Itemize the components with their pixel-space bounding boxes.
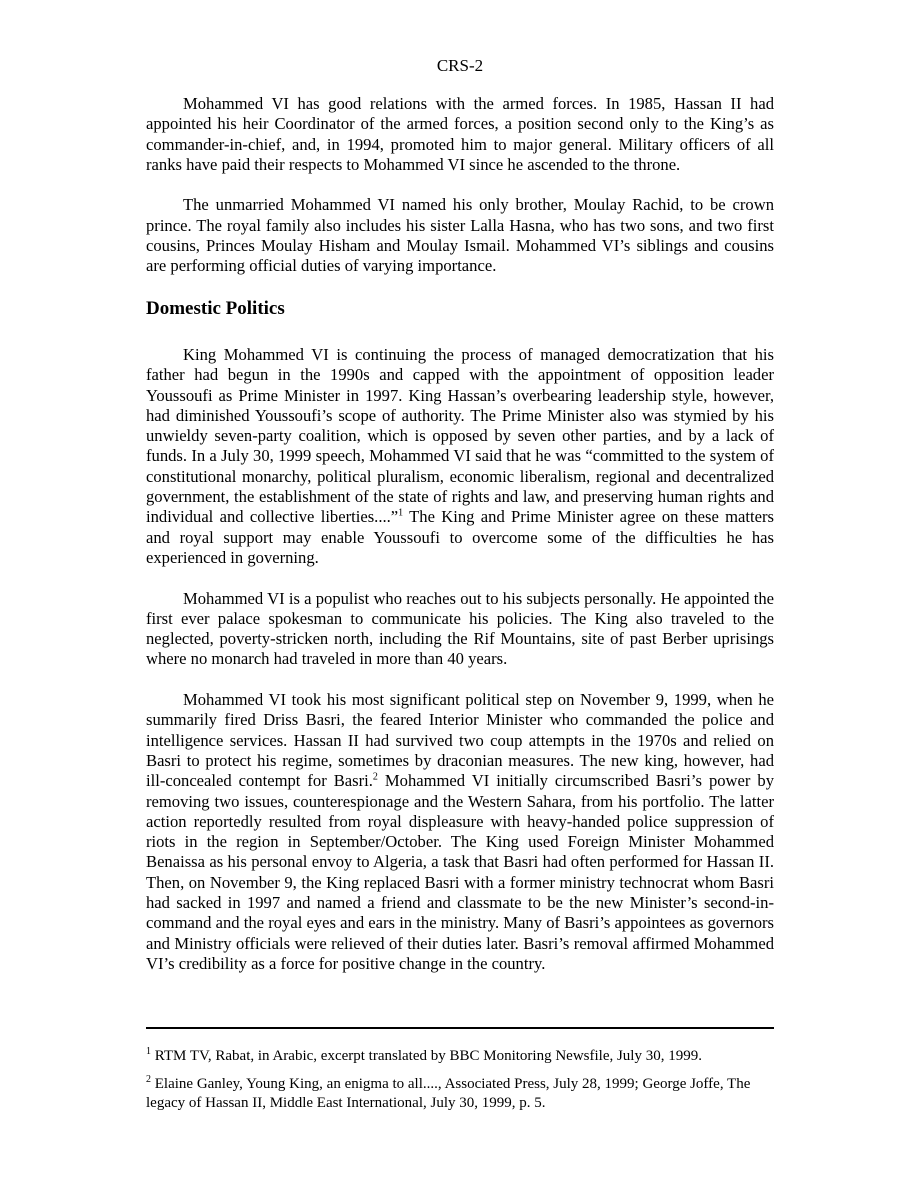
footnote-text: Elaine Ganley, Young King, an enigma to all...., Associated Press, July 28, 1999; George Joffe, The legacy of Hassan II, Middle East International, July 30, 1999, p. 5. (146, 1076, 751, 1111)
paragraph-basri (146, 690, 774, 974)
paragraph-text: Mohammed VI took his most significant political step on November 9, 1999, when he summarily fired Driss Basri, the feared Interior Minister who commanded the police and intelligence services. Hassan II had survived two coup attempts in the 1970s and relied on Basri to protect his regime, sometimes by draconian measures. The new king, however, had ill-concealed contempt for Basri. (146, 690, 774, 791)
paragraph-text: The King and Prime Minister agree on these matters and royal support may enable Youssoufi to overcome some of the difficulties he has experienced in governing. (146, 507, 774, 567)
footnote-number: 2 (146, 1074, 151, 1085)
footnote-divider (146, 1027, 774, 1029)
paragraph-democratization (146, 345, 774, 568)
body-text (146, 94, 774, 994)
section-heading: Domestic Politics (146, 297, 285, 319)
footnotes (146, 1047, 774, 1122)
footnote-1 (146, 1047, 774, 1066)
footnote-text: RTM TV, Rabat, in Arabic, excerpt translated by BBC Monitoring Newsfile, July 30, 1999. (151, 1048, 702, 1064)
paragraph-text: King Mohammed VI is continuing the process of managed democratization that his father had begun in the 1990s and capped with the appointment of opposition leader Youssoufi as Prime Minister in 1997. King Hassan’s overbearing leadership style, however, had diminished Youssoufi’s scope of authority. The Prime Minister also was stymied by his unwieldy seven-party coalition, which is opposed by seven other parties, and by a lack of funds. In a July 30, 1999 speech, Mohammed VI said that he was “committed to the system of constitutional monarchy, political pluralism, economic liberalism, regional and decentralized government, the establishment of the state of rights and law, and preserving human rights and individual and collective liberties....” (146, 344, 774, 527)
page-header: CRS-2 (436, 56, 484, 75)
footnote-number: 1 (146, 1046, 151, 1057)
footnote-reference-1[interactable]: 1 (398, 507, 404, 519)
footnote-reference-2[interactable]: 2 (372, 771, 378, 783)
footnote-2 (146, 1075, 774, 1113)
paragraph-royal-family: The unmarried Mohammed VI named his only brother, Moulay Rachid, to be crown prince. The royal family also includes his sister Lalla Hasna, who has two sons, and two first cousins, Princes Moulay Hisham and Moulay Ismail. Mohammed VI’s siblings and cousins are performing official duties of varying importance. (146, 195, 774, 276)
paragraph-armed-forces: Mohammed VI has good relations with the armed forces. In 1985, Hassan II had appointed his heir Coordinator of the armed forces, a position second only to the King’s as commander-in-chief, and, in 1994, promoted him to major general. Military officers of all ranks have paid their respects to Mohammed VI since he ascended to the throne. (146, 94, 774, 174)
paragraph-populist: Mohammed VI is a populist who reaches out to his subjects personally. He appointed the first ever palace spokesman to communicate his policies. The King also traveled to the neglected, poverty-stricken north, including the Rif Mountains, site of past Berber uprisings where no monarch had traveled in more than 40 years. (146, 588, 774, 669)
paragraph-text: Mohammed VI initially circumscribed Basri’s power by removing two issues, counterespionage and the Western Sahara, from his portfolio. The latter action reportedly resulted from royal displeasure with heavy-handed police suppression of riots in the region in September/October. The King used Foreign Minister Mohammed Benaissa as his personal envoy to Algeria, a task that Basri had often performed for Hassan II. Then, on November 9, the King replaced Basri with a former ministry technocrat whom Basri had sacked in 1997 and named a friend and classmate to be the new Minister’s second-in-command and the royal eyes and ears in the ministry. Many of Basri’s appointees as governors and Ministry officials were relieved of their duties later. Basri’s removal affirmed Mohammed VI’s credibility as a force for positive change in the country. (146, 771, 774, 973)
